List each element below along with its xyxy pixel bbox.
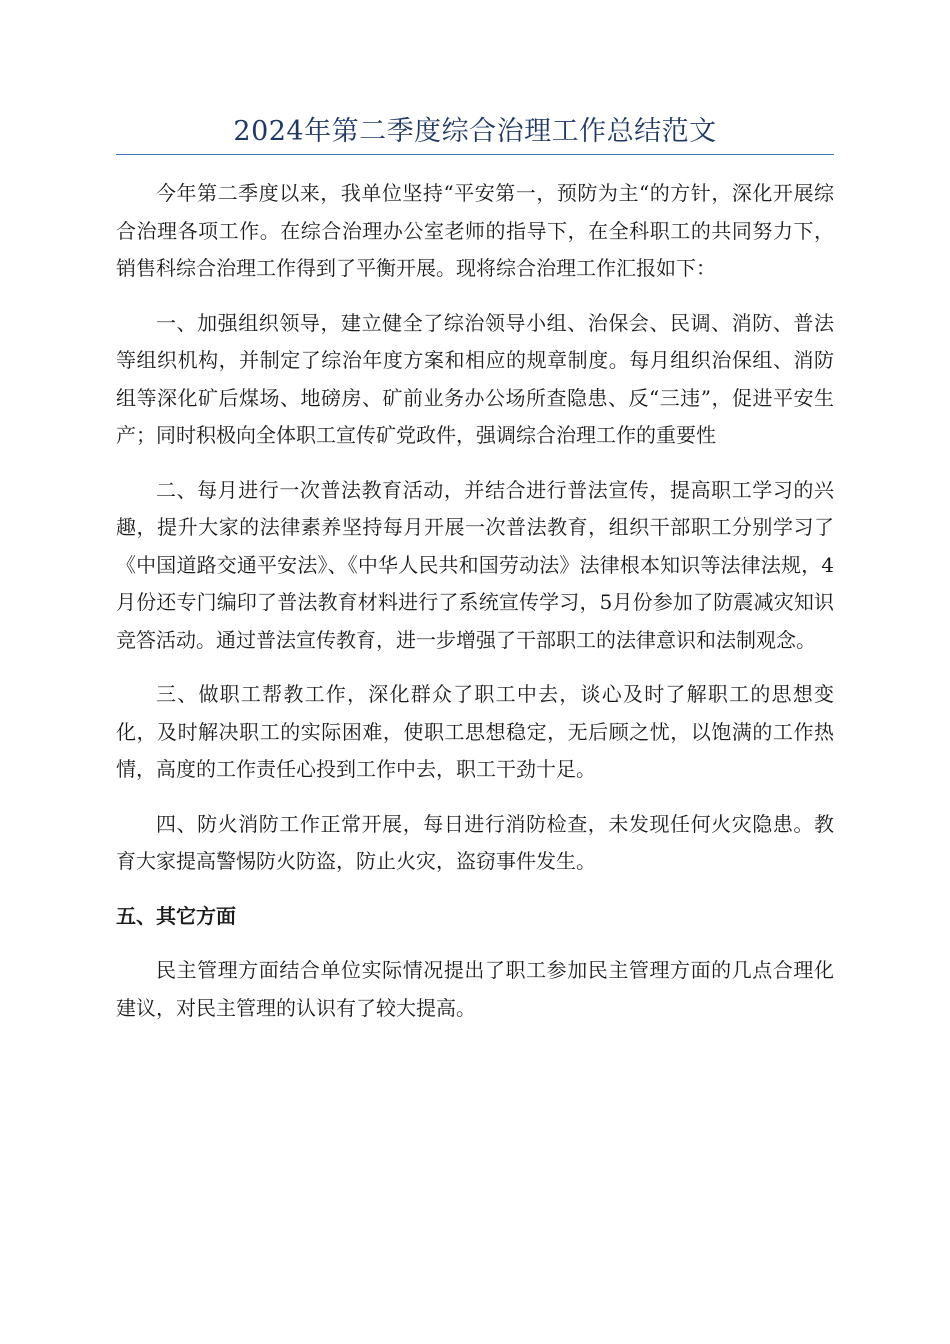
section-5-heading: 五、其它方面 — [116, 903, 236, 928]
document-title: 2024年第二季度综合治理工作总结范文 — [233, 116, 717, 147]
document-page — [116, 112, 834, 1044]
section-5-paragraph: 民主管理方面结合单位实际情况提出了职工参加民主管理方面的几点合理化建议，对民主管理的认识有了较大提高。 — [116, 958, 834, 1020]
intro-paragraph: 今年第二季度以来，我单位坚持“平安第一，预防为主“的方针，深化开展综合治理各项工作。在综合治理办公室老师的指导下，在全科职工的共同努力下，销售科综合治理工作得到了平衡开展。现将综合治理工作汇报如下： — [116, 181, 834, 280]
section-4-paragraph: 四、防火消防工作正常开展，每日进行消防检查，未发现任何火灾隐患。教育大家提高警惕防火防盗，防止火灾，盗窃事件发生。 — [116, 811, 834, 873]
title-underline — [116, 154, 834, 155]
section-3-paragraph: 三、做职工帮教工作，深化群众了职工中去，谈心及时了解职工的思想变化，及时解决职工的实际困难，使职工思想稳定，无后顾之忧，以饱满的工作热情，高度的工作责任心投到工作中去，职工干劲十足。 — [116, 682, 834, 781]
section-1-paragraph: 一、加强组织领导，建立健全了综治领导小组、治保会、民调、消防、普法等组织机构，并制定了综治年度方案和相应的规章制度。每月组织治保组、消防组等深化矿后煤场、地磅房、矿前业务办公场所查隐患、反“三违”，促进平安生产；同时积极向全体职工宣传矿党政件，强调综合治理工作的重要性 — [116, 310, 834, 447]
section-2-paragraph: 二、每月进行一次普法教育活动，并结合进行普法宣传，提高职工学习的兴趣，提升大家的法律素养坚持每月开展一次普法教育，组织干部职工分别学习了《中国道路交通平安法》、《中华人民共和国劳动法》法律根本知识等法律法规，4月份还专门编印了普法教育材料进行了系统宣传学习，5月份参加了防震减灾知识竞答活动。通过普法宣传教育，进一步增强了干部职工的法律意识和法制观念。 — [116, 477, 834, 652]
